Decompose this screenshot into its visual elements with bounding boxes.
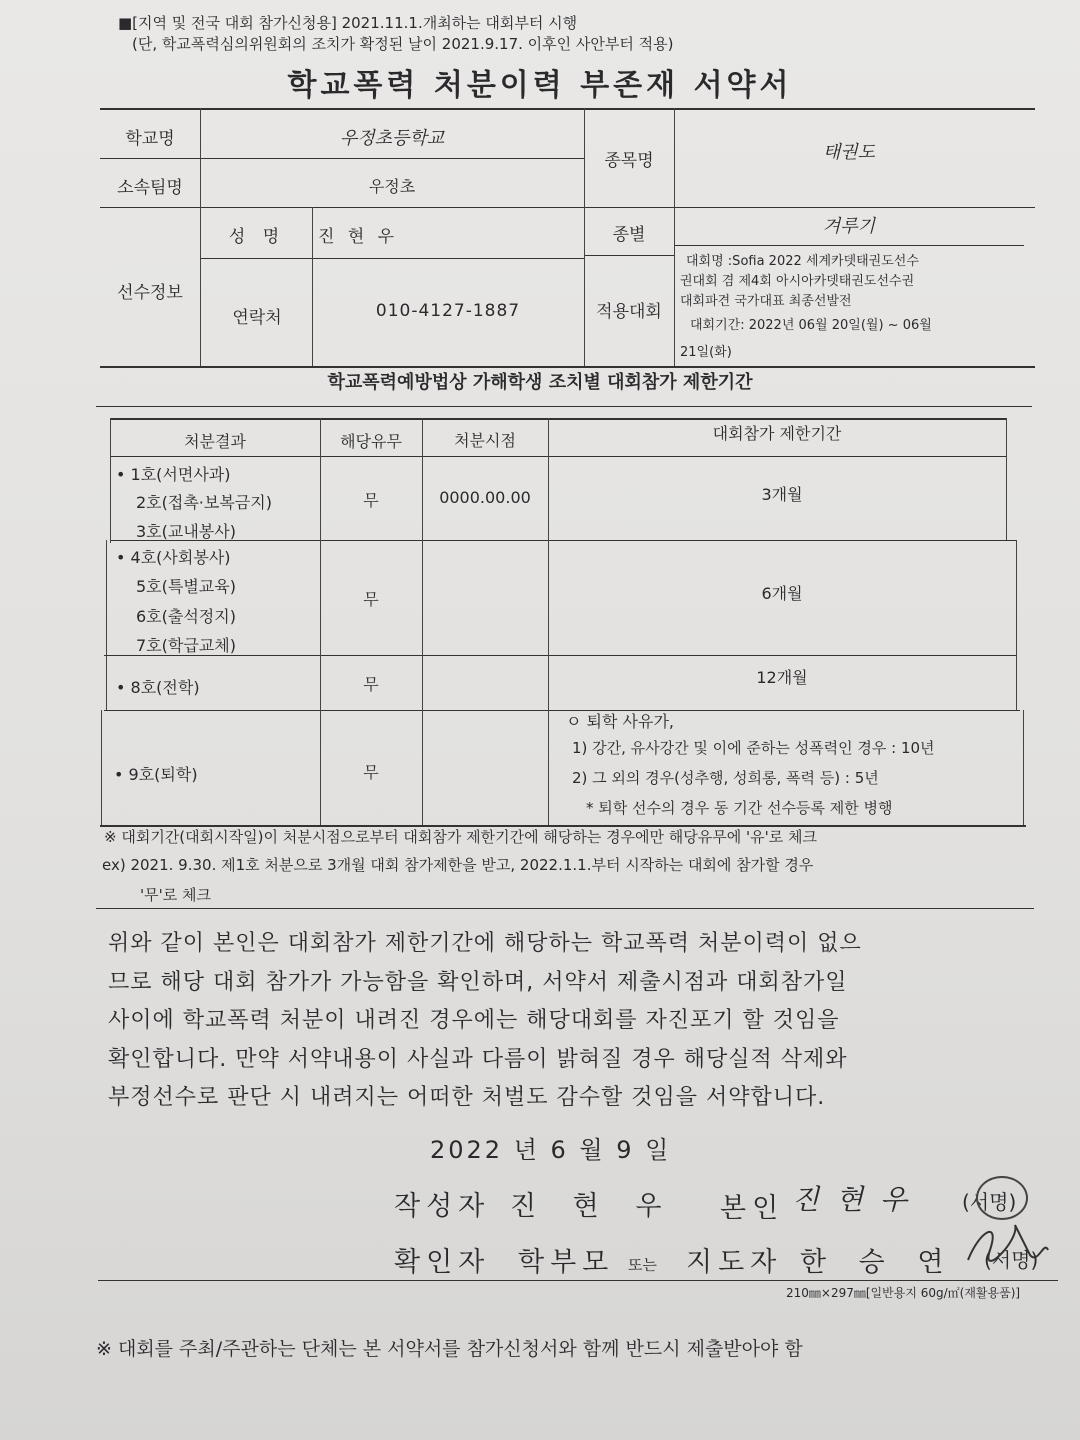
category-label: 종별 xyxy=(612,225,646,245)
coach-label: 지도자 xyxy=(686,1247,783,1278)
row1-date: 0000.00.00 xyxy=(439,488,531,507)
writer-label: 작성자 xyxy=(394,1191,491,1222)
competition-value-4: 대회기간: 2022년 06월 20일(월) ~ 06월 xyxy=(690,318,932,333)
row1-period: 3개월 xyxy=(761,485,803,504)
competition-value-2: 권대회 겸 제4회 아시아카뎃태권도선수권 xyxy=(680,274,915,289)
row1-line1: • 1호(서면사과) xyxy=(116,465,231,484)
competition-label: 적용대회 xyxy=(596,302,662,322)
pledge-line-2: 므로 해당 대회 참가가 가능함을 확인하며, 서약서 제출시점과 대회참가일 xyxy=(108,970,848,995)
row4-period-3: 2) 그 외의 경우(성추행, 성희롱, 폭력 등) : 5년 xyxy=(572,769,879,787)
col-header-period: 대회참가 제한기간 xyxy=(712,424,842,443)
competition-value-3: 대회파견 국가대표 최종선발전 xyxy=(680,294,852,309)
note-1: ※ 대회기간(대회시작일)이 처분시점으로부터 대회참가 제한기간에 해당하는 경우에만 해당유무에 '유'로 체크 xyxy=(104,828,817,846)
row1-applies: 무 xyxy=(363,491,379,510)
col-header-date: 처분시점 xyxy=(454,431,516,450)
name-label: 성 명 xyxy=(228,227,286,247)
limits-subtitle: 학교폭력예방법상 가해학생 조치별 대회참가 제한기간 xyxy=(327,372,753,393)
row3-line1: • 8호(전학) xyxy=(116,678,200,697)
row2-line2: 5호(특별교육) xyxy=(136,577,236,596)
pledge-line-3: 사이에 학교폭력 처분이 내려진 경우에는 해당대회를 자진포기 할 것임을 xyxy=(108,1008,840,1033)
row2-line1: • 4호(사회봉사) xyxy=(116,548,231,567)
row2-period: 6개월 xyxy=(761,584,803,603)
school-label: 학교명 xyxy=(125,129,175,149)
divider xyxy=(98,1280,1058,1281)
col-header-applies: 해당유무 xyxy=(340,432,402,451)
row3-applies: 무 xyxy=(363,675,379,694)
signature-date: 2022 년 6 월 9 일 xyxy=(430,1136,672,1164)
team-label: 소속팀명 xyxy=(117,178,183,198)
self-label: 본인 xyxy=(720,1193,785,1224)
player-info-label: 선수정보 xyxy=(117,283,183,303)
note-3: '무'로 체크 xyxy=(140,886,211,904)
contact-value: 010-4127-1887 xyxy=(375,301,521,321)
stamp-label-1: (서명) xyxy=(962,1190,1017,1214)
row4-period-1: ㅇ 퇴학 사유가, xyxy=(566,712,674,731)
or-label: 또는 xyxy=(628,1256,657,1274)
footer-notice: ※ 대회를 주최/주관하는 단체는 본 서약서를 참가신청서와 함께 반드시 제출받아야 함 xyxy=(96,1338,803,1360)
contact-label: 연락처 xyxy=(232,308,282,328)
divider xyxy=(96,406,1032,407)
note-2: ex) 2021. 9.30. 제1호 처분으로 3개월 대회 참가제한을 받고, 2022.1.1.부터 시작하는 대회에 참가할 경우 xyxy=(102,856,814,874)
confirm-label: 확인자 xyxy=(394,1247,491,1278)
pledge-line-4: 확인합니다. 만약 서약내용이 사실과 다름이 밝혀질 경우 해당실적 삭제와 xyxy=(108,1047,848,1072)
self-signature: 진 현 우 xyxy=(792,1183,911,1216)
coach-name: 한 승 연 xyxy=(800,1247,956,1278)
name-value: 진 현 우 xyxy=(318,227,399,247)
row4-line1: • 9호(퇴학) xyxy=(114,765,198,784)
row3-period: 12개월 xyxy=(756,668,808,687)
row1-line3: 3호(교내봉사) xyxy=(136,522,236,541)
row4-period-2: 1) 강간, 유사강간 및 이에 준하는 성폭력인 경우 : 10년 xyxy=(572,739,935,757)
school-value: 우정초등학교 xyxy=(339,128,445,149)
row2-line3: 6호(출석정지) xyxy=(136,607,236,626)
parent-label: 학부모 xyxy=(518,1247,615,1278)
document-title: 학교폭력 처분이력 부존재 서약서 xyxy=(287,68,793,103)
row4-period-4: * 퇴학 선수의 경우 동 기간 선수등록 제한 병행 xyxy=(586,799,893,817)
pledge-line-5: 부정선수로 판단 시 내려지는 어떠한 처벌도 감수할 것임을 서약합니다. xyxy=(108,1085,826,1110)
category-value: 겨루기 xyxy=(822,216,876,237)
competition-value-1: 대회명 :Sofia 2022 세계카뎃태권도선수 xyxy=(686,254,919,269)
row2-applies: 무 xyxy=(363,590,379,609)
event-label: 종목명 xyxy=(604,151,654,171)
pledge-line-1: 위와 같이 본인은 대회참가 제한기간에 해당하는 학교폭력 처분이력이 없으 xyxy=(108,931,862,956)
paper-spec: 210㎜×297㎜[일반용지 60g/㎡(재활용품)] xyxy=(786,1286,1021,1300)
team-value: 우정초 xyxy=(368,177,416,196)
col-header-result: 처분결과 xyxy=(184,432,246,451)
divider xyxy=(96,908,1034,909)
row2-line4: 7호(학급교체) xyxy=(136,636,236,655)
row4-applies: 무 xyxy=(363,763,379,782)
coach-signature-scribble xyxy=(960,1210,1050,1280)
writer-name: 진 현 우 xyxy=(510,1191,676,1222)
event-value: 태권도 xyxy=(822,142,876,163)
header-line-2: (단, 학교폭력심의위원회의 조치가 확정된 날이 2021.9.17. 이후인 사안부터 적용) xyxy=(132,35,674,53)
stamp-label-2: (서명) xyxy=(984,1248,1039,1272)
header-line-1: ■[지역 및 전국 대회 참가신청용] 2021.11.1.개최하는 대회부터 시행 xyxy=(118,14,578,32)
competition-value-5: 21일(화) xyxy=(680,345,732,360)
row1-line2: 2호(접촉·보복금지) xyxy=(136,493,272,512)
